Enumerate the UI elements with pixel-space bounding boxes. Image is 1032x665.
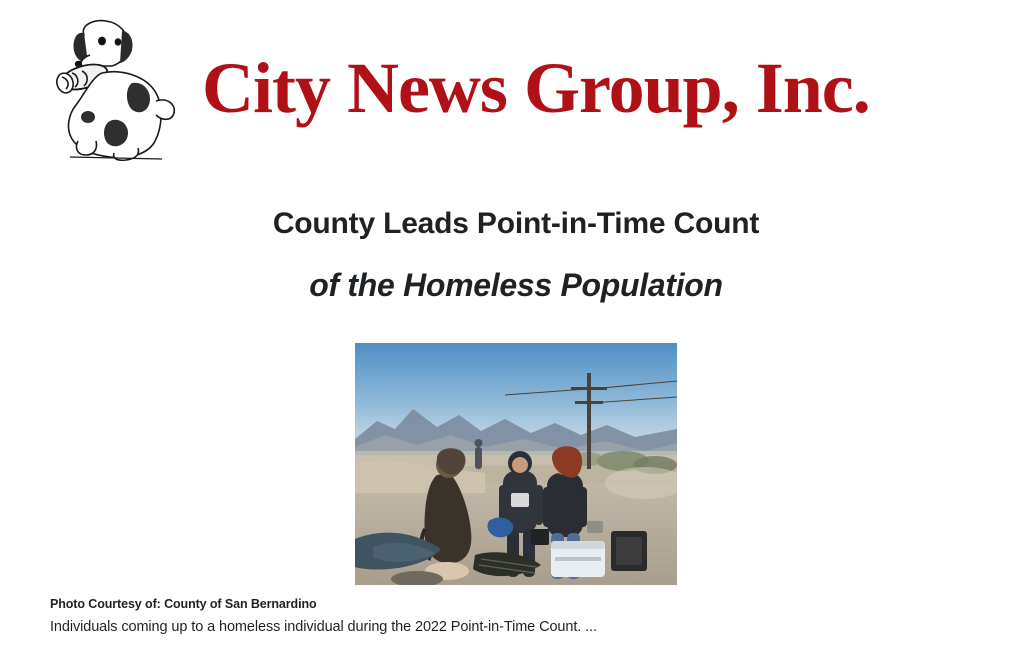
article-headline	[0, 175, 1032, 305]
figure-caption-block	[0, 585, 1032, 635]
dog-with-newspaper-icon	[50, 17, 180, 162]
masthead-title: City News Group, Inc.	[202, 47, 870, 128]
photo-credit: Photo Courtesy of: County of San Bernardino	[50, 596, 317, 611]
masthead	[0, 0, 1032, 175]
photo-caption: Individuals coming up to a homeless individual during the 2022 Point-in-Time Count. ...	[50, 618, 597, 635]
headline-line-1: County Leads Point-in-Time Count	[272, 207, 760, 240]
article-figure	[0, 343, 1032, 585]
homeless-count-volunteers-photo	[355, 343, 677, 585]
headline-line-2: of the Homeless Population	[309, 266, 723, 303]
